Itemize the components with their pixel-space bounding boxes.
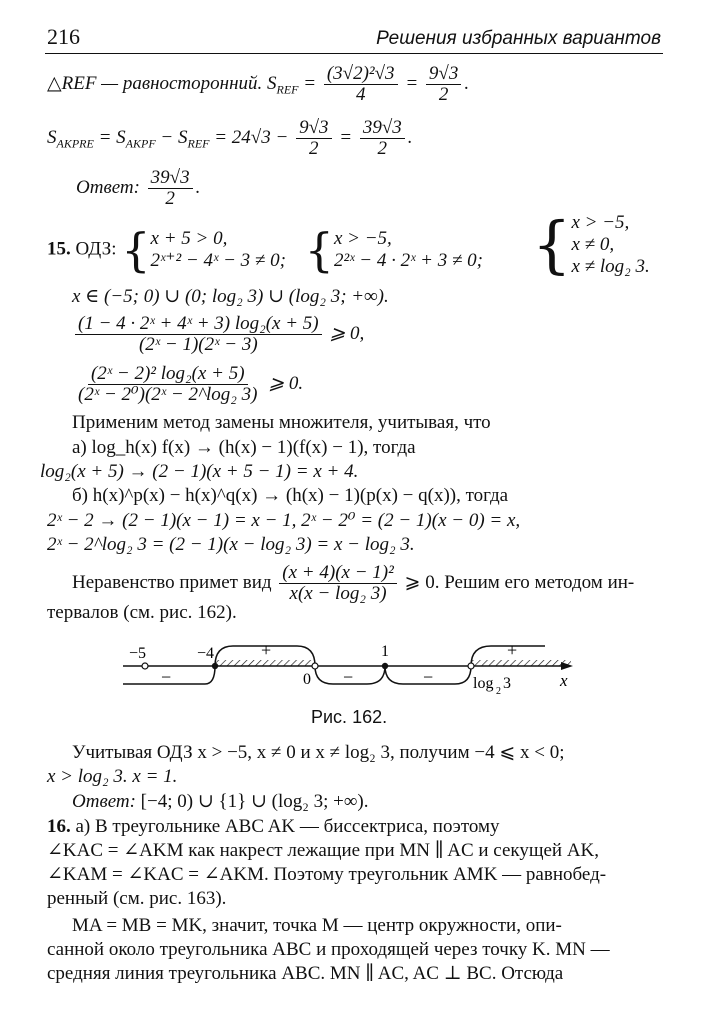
answer-value: [−4; 0) ∪ {1} ∪ (log₂ 3; +∞).: [140, 791, 369, 812]
sign-plus: +: [507, 640, 518, 660]
running-title: Решения избранных вариантов: [376, 28, 661, 49]
numerator: (x + 4)(x − 1)²: [279, 563, 397, 584]
label-zero: 0: [303, 671, 311, 688]
text: ОДЗ:: [70, 238, 122, 260]
fraction: [279, 563, 397, 604]
header-rule: [45, 53, 663, 54]
system-1: { x + 5 > 0, 2ˣ⁺² − 4ˣ − 3 ≠ 0;: [121, 223, 286, 277]
text: .: [407, 126, 413, 148]
case-a-result: log₂(x + 5) → (2 − 1)(x + 5 − 1) = x + 4.: [40, 461, 359, 482]
sub: REF: [276, 82, 299, 97]
row: 2ˣ⁺² − 4ˣ − 3 ≠ 0;: [150, 250, 286, 271]
label-log-sub: 2: [496, 686, 501, 696]
text: − S: [155, 126, 188, 148]
text: =: [400, 72, 423, 94]
answer-label: Ответ:: [76, 176, 140, 198]
text: ⩾ 0.: [263, 372, 304, 394]
sign-plus: +: [261, 640, 272, 660]
point-log2-3: [468, 663, 474, 669]
result-line-2: x > log₂ 3. x = 1.: [47, 766, 178, 787]
point-one: [382, 663, 388, 669]
text: = 24√3 −: [209, 126, 294, 148]
problem-16-line-7: средняя линия треугольника ABC. MN ∥ AC, AC ⊥ BC. Отсюда: [47, 963, 564, 984]
text: .: [195, 176, 201, 198]
method-line: Применим метод замены множителя, учитывая, что: [72, 412, 491, 433]
result-line-1: Учитывая ОДЗ x > −5, x ≠ 0 и x ≠ log₂ 3, получим −4 ⩽ x < 0;: [72, 742, 565, 763]
point-minus-5: [142, 663, 148, 669]
text: а) В треугольнике ABC AK — биссектриса, поэтому: [70, 816, 500, 837]
domain-line: x ∈ (−5; 0) ∪ (0; log₂ 3) ∪ (log₂ 3; +∞).: [72, 286, 389, 307]
interval-diagram: [115, 636, 595, 696]
system-3: { x > −5, x ≠ 0, x ≠ log₂ 3.: [532, 208, 650, 281]
numerator: 39√3: [148, 168, 193, 189]
sub: AKPRE: [56, 136, 94, 151]
text: =: [334, 126, 357, 148]
point-minus-4: [212, 663, 218, 669]
fraction: [426, 64, 461, 105]
fraction: [296, 118, 331, 159]
point-zero: [312, 663, 318, 669]
denominator: x(x − log₂ 3): [289, 583, 387, 604]
row: x + 5 > 0,: [150, 228, 228, 249]
text: =: [298, 72, 321, 94]
sub: REF: [187, 136, 210, 151]
problem-number: 16.: [47, 816, 71, 837]
equilateral-area-line: [47, 64, 469, 105]
label-minus-4: −4: [197, 645, 215, 662]
problem-16-line-1: [47, 815, 500, 839]
text: = S: [93, 126, 126, 148]
numerator: (2ˣ − 2)² log₂(x + 5): [88, 364, 248, 385]
row: x ≠ 0,: [571, 234, 615, 255]
case-b: б) h(x)^p(x) − h(x)^q(x) → (h(x) − 1)(p(x) − q(x)), тогда: [72, 485, 509, 506]
problem-number: 15.: [47, 238, 71, 260]
fraction: [75, 314, 322, 355]
label-x-axis: x: [560, 671, 568, 690]
problem-16-line-2: ∠KAC = ∠AKM как накрест лежащие при MN ∥ AC и секущей AK,: [47, 840, 600, 861]
denominator: (2ˣ − 2⁰)(2ˣ − 2^log₂ 3): [78, 384, 258, 405]
row: x > −5,: [571, 212, 630, 233]
sub: AKPF: [125, 136, 156, 151]
numerator: (3√2)²√3: [324, 64, 398, 85]
answer-1: [76, 168, 200, 209]
case-b-result-2: 2ˣ − 2^log₂ 3 = (2 − 1)(x − log₂ 3) = x − log₂ 3.: [47, 534, 415, 555]
label-log: log: [473, 675, 494, 692]
label-log-arg: 3: [503, 675, 511, 692]
row: x > −5,: [333, 228, 392, 249]
text: S: [47, 126, 57, 148]
text: △REF — равносторонний. S: [47, 72, 277, 94]
numerator: 9√3: [426, 64, 461, 85]
inequality-2: [72, 364, 303, 405]
sign-minus: −: [423, 667, 434, 687]
hatched-interval: [215, 660, 315, 666]
figure-caption: Рис. 162.: [311, 707, 388, 727]
denominator: 4: [355, 84, 366, 105]
denominator: 2: [377, 138, 388, 159]
page-number: 216: [47, 24, 80, 49]
text: Неравенство примет вид: [72, 571, 277, 593]
denominator: 2: [165, 188, 175, 209]
problem-16-line-5: MA = MB = MK, значит, точка M — центр окружности, опи-: [72, 915, 562, 936]
problem-16-line-3: ∠KAM = ∠KAC = ∠AKM. Поэтому треугольник AMK — равнобед-: [47, 864, 607, 885]
fraction: [360, 118, 405, 159]
denominator: 2: [438, 84, 449, 105]
fraction: [75, 364, 260, 405]
sign-minus: −: [161, 667, 172, 687]
answer-label: Ответ:: [72, 791, 136, 812]
sign-minus: −: [343, 667, 354, 687]
row: 2²ˣ − 4 · 2ˣ + 3 ≠ 0;: [333, 250, 484, 271]
label-one: 1: [381, 643, 389, 660]
denominator: (2ˣ − 1)(2ˣ − 3): [138, 334, 258, 355]
inequality-3: [72, 563, 634, 604]
hatched-interval: [471, 660, 571, 666]
problem-16-line-4: ренный (см. рис. 163).: [47, 888, 227, 909]
label-minus-5: −5: [129, 645, 147, 662]
text: ⩾ 0. Решим его методом ин-: [399, 571, 635, 593]
case-a: а) log_h(x) f(x) → (h(x) − 1)(f(x) − 1), тогда: [72, 437, 416, 458]
row: x ≠ log₂ 3.: [571, 256, 650, 277]
numerator: 39√3: [360, 118, 405, 139]
fraction: [148, 168, 193, 209]
fraction: [324, 64, 398, 105]
system-2: { x > −5, 2²ˣ − 4 · 2ˣ + 3 ≠ 0;: [304, 223, 484, 277]
inequality-1: [72, 314, 364, 355]
problem-15-odz: [47, 223, 484, 277]
area-difference-line: [47, 118, 413, 159]
numerator: 9√3: [296, 118, 331, 139]
problem-16-line-6: санной около треугольника ABC и проходящей через точку K. MN —: [47, 939, 610, 960]
text: ⩾ 0,: [324, 322, 365, 344]
inequality-3-cont: тервалов (см. рис. 162).: [47, 602, 237, 623]
numerator: (1 − 4 · 2ˣ + 4ˣ + 3) log₂(x + 5): [75, 314, 322, 335]
denominator: 2: [309, 138, 319, 159]
answer-2: [72, 790, 369, 814]
text: .: [464, 72, 470, 94]
case-b-result-1: 2ˣ − 2 → (2 − 1)(x − 1) = x − 1, 2ˣ − 2⁰ = (2 − 1)(x − 0) = x,: [47, 510, 521, 531]
